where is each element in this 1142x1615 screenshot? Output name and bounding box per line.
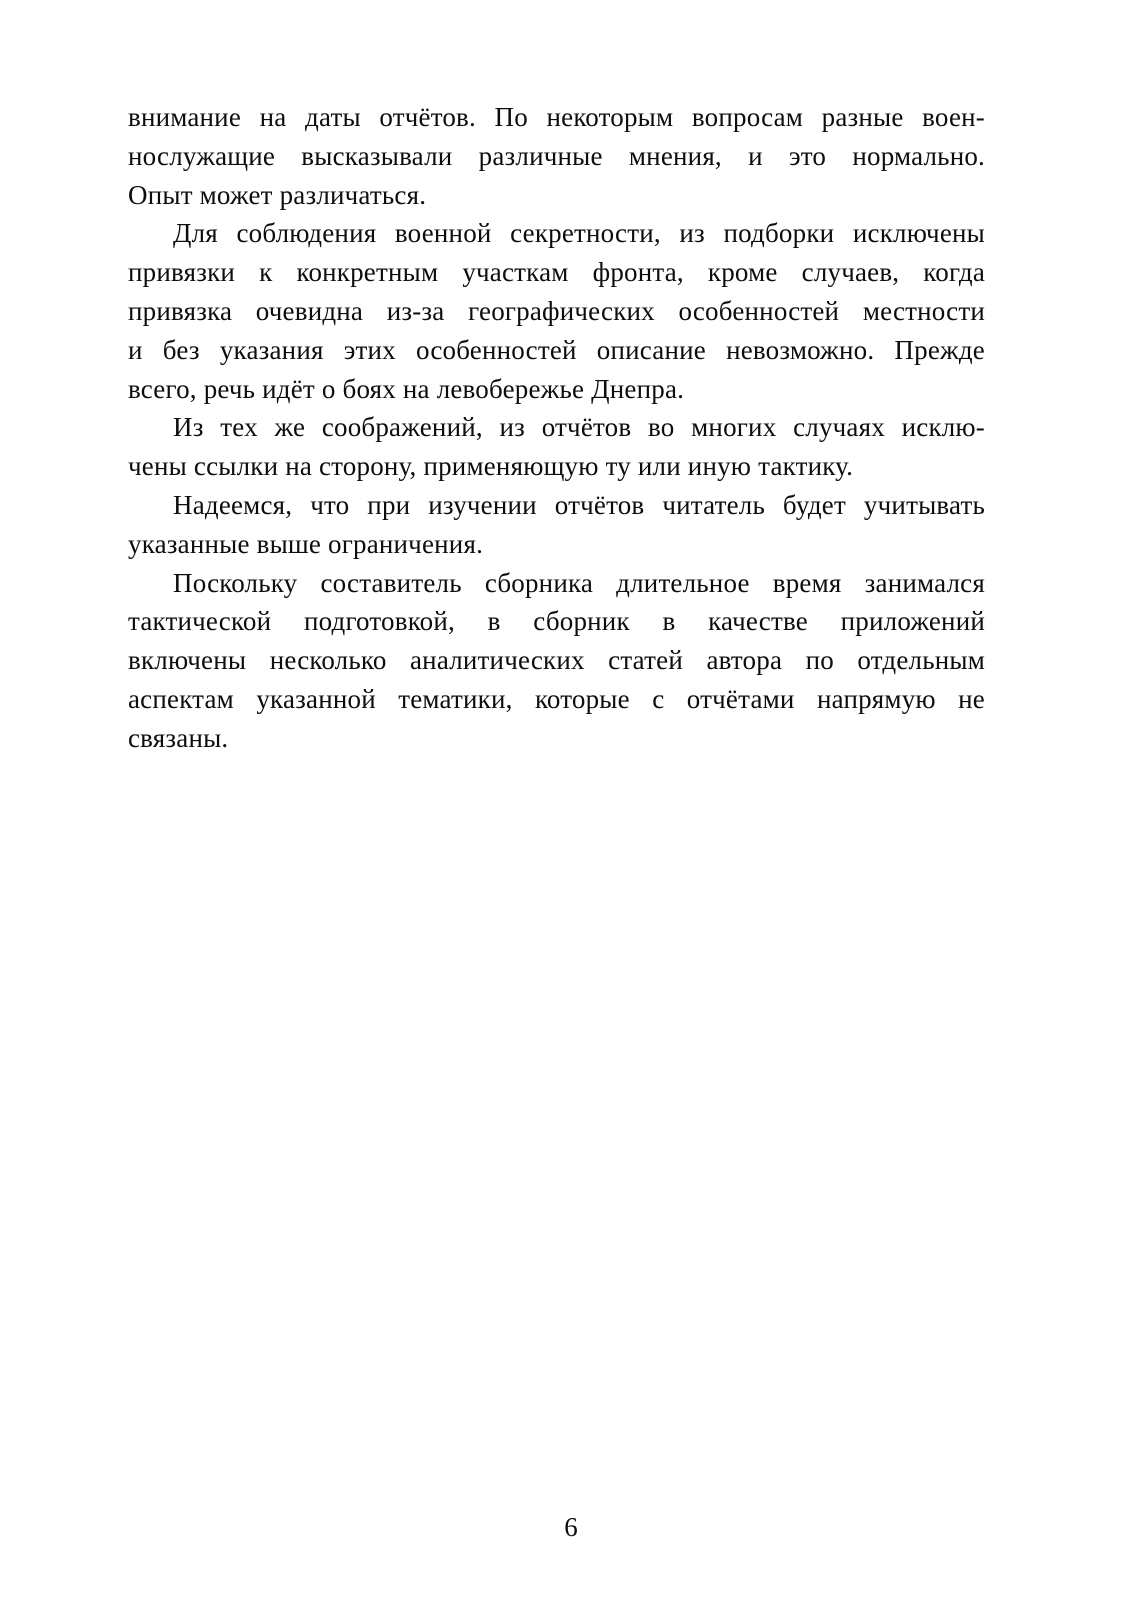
text-line: указанные выше ограничения.: [128, 528, 484, 559]
text-line: включены несколько аналитических статей автора по отдельным: [128, 645, 985, 676]
text-line: привязка очевидна из-за географических особенностей местности: [128, 295, 985, 326]
text-line: связаны.: [128, 722, 229, 753]
page-number: 6: [564, 1512, 578, 1542]
text-line: Из тех же соображений, из отчётов во многих случаях исклю-: [173, 412, 985, 443]
text-line: Надеемся, что при изучении отчётов читатель будет учитывать: [173, 489, 985, 520]
text-line: аспектам указанной тематики, которые с отчётами напрямую не: [128, 683, 985, 714]
text-line: чены ссылки на сторону, применяющую ту или иную тактику.: [128, 451, 854, 482]
text-line: Опыт может различаться.: [128, 179, 427, 210]
text-line: внимание на даты отчётов. По некоторым вопросам разные воен-: [128, 102, 985, 132]
text-line: и без указания этих особенностей описание невозможно. Прежде: [128, 334, 985, 365]
text-line: Для соблюдения военной секретности, из подборки исключены: [173, 218, 985, 249]
text-line: привязки к конкретным участкам фронта, кроме случаев, когда: [128, 257, 985, 288]
body-text: [128, 98, 985, 758]
text-line: нослужащие высказывали различные мнения, и это нормально.: [128, 140, 985, 171]
text-line: тактической подготовкой, в сборник в качестве приложений: [128, 606, 985, 637]
text-line: Поскольку составитель сборника длительное время занимался: [173, 567, 985, 598]
text-line: всего, речь идёт о боях на левобережье Днепра.: [128, 373, 685, 404]
